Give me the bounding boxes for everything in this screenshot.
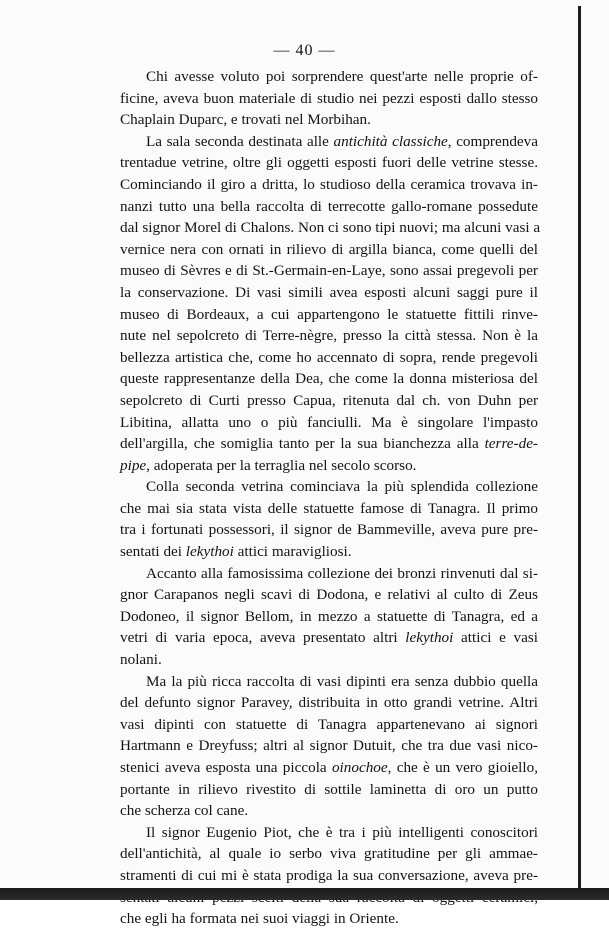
text-run: La sala seconda destinata alle <box>146 132 334 150</box>
text-line <box>120 476 538 498</box>
text-line <box>120 66 538 88</box>
page-edge-rule <box>578 6 581 888</box>
text-line <box>120 217 541 239</box>
text-line <box>120 304 538 326</box>
italic-term: lekythoi <box>405 629 454 647</box>
italic-term: antichità classiche <box>333 132 448 150</box>
text-line <box>120 714 538 736</box>
text-run: Libitina, allatta uno o più fanciulli. Ma è singolare l'impasto <box>120 413 538 431</box>
text-line <box>120 131 538 153</box>
text-run: nanzi tutto una bella raccolta di terrecotte gallo-romane possedute <box>120 197 538 215</box>
text-run: che egli ha formata nei suoi viaggi in Oriente. <box>120 910 399 928</box>
text-line <box>120 671 538 693</box>
text-line <box>120 109 538 131</box>
italic-term: pipe <box>120 456 147 474</box>
text-line <box>120 908 538 930</box>
text-run: gnor Carapanos negli scavi di Dodona, e relativi al culto di Zeus <box>120 586 538 604</box>
paragraph <box>120 563 538 671</box>
text-line <box>120 541 538 563</box>
text-run: sentati dei <box>120 543 186 561</box>
text-run: Chaplain Duparc, e trovati nel Morbihan. <box>120 111 371 129</box>
text-run: Colla seconda vetrina cominciava la più splendida collezione <box>146 478 538 496</box>
text-line <box>120 822 538 844</box>
text-run: dal signor Morel di Chalons. Non ci sono tipi nuovi; ma alcuni vasi a <box>120 219 541 237</box>
text-run: del defunto signor Paravey, distribuita in otto grandi vetrine. Altri <box>120 694 538 712</box>
text-line <box>120 800 538 822</box>
text-run: nolani. <box>120 651 162 669</box>
text-run: dell'argilla, che somiglia tanto per la sua bianchezza alla <box>120 435 485 453</box>
text-line <box>120 584 538 606</box>
scan-bottom-border <box>0 888 609 900</box>
text-run: bellezza artistica che, come ho accennato di sopra, rende pregevoli <box>120 348 538 366</box>
text-run: Il signor Eugenio Piot, che è tra i più intelligenti conoscitori <box>146 823 538 841</box>
text-run: attici maravigliosi. <box>233 543 352 561</box>
page-number: — 40 — <box>273 42 336 59</box>
text-run: attici e vasi <box>453 629 538 647</box>
text-run: la conservazione. Di vasi simili avea esposti alcuni saggi pure il <box>120 283 538 301</box>
text-line <box>120 152 538 174</box>
text-run: Ma la più ricca raccolta di vasi dipinti era senza dubbio quella <box>146 672 538 690</box>
text-line <box>120 433 538 455</box>
text-run: nute nel sepolcreto di Terre-nègre, presso la città stessa. Non è la <box>120 327 538 345</box>
text-run: tra i fortunati possessori, il signor de Bammeville, aveva pure pre- <box>120 521 538 539</box>
text-run: , comprendeva <box>447 132 538 150</box>
paragraph <box>120 131 541 477</box>
body-text <box>120 66 541 930</box>
text-run: museo di Sèvres e di St.-Germain-en-Laye, sono assai pregevoli per <box>120 262 538 280</box>
text-line <box>120 282 538 304</box>
text-run: vasi dipinti con statuette di Tanagra appartenevano ai signori <box>120 715 538 733</box>
text-run: vernice nera con ornati in rilievo di argilla bianca, come quelli del <box>120 240 538 258</box>
text-line <box>120 260 538 282</box>
text-line <box>120 368 538 390</box>
text-line <box>120 606 538 628</box>
text-run: che mai sia stata vista delle statuette famose di Tanagra. Il primo <box>120 499 538 517</box>
text-run: Chi avesse voluto poi sorprendere quest'arte nelle proprie of- <box>146 68 538 85</box>
text-line <box>120 412 538 434</box>
italic-term: lekythoi <box>185 543 234 561</box>
text-run: dell'antichità, al quale io serbo viva gratitudine per gli ammae- <box>120 845 538 863</box>
text-line <box>120 498 538 520</box>
text-run: vetri di varia epoca, aveva presentato altri <box>120 629 406 647</box>
text-run: queste rappresentanze della Dea, che come la donna misteriosa del <box>120 370 538 388</box>
text-line <box>120 196 538 218</box>
text-line <box>120 390 538 412</box>
text-line <box>120 779 538 801</box>
text-line <box>120 563 538 585</box>
paragraph <box>120 671 538 822</box>
text-run: sepolcreto di Curti presso Capua, ritenuta dal ch. von Duhn per <box>120 391 538 409</box>
text-line <box>120 174 538 196</box>
text-line <box>120 865 538 887</box>
text-line <box>120 88 538 110</box>
text-run: trentadue vetrine, oltre gli oggetti esposti fuori delle vetrine stesse. <box>120 154 538 172</box>
text-line <box>120 455 538 477</box>
text-run: , che è un vero gioiello, <box>387 759 539 776</box>
italic-term: oinochoe <box>331 759 388 776</box>
italic-term: terre-de- <box>484 435 538 453</box>
text-run: Cominciando il giro a dritta, lo studioso della ceramica trovava in- <box>120 175 538 193</box>
text-run: ficine, aveva buon materiale di studio nei pezzi esposti dallo stesso <box>120 89 538 107</box>
text-line <box>120 519 538 541</box>
text-line <box>120 692 538 714</box>
paragraph <box>120 822 538 930</box>
text-run: Dodoneo, il signor Bellom, in mezzo a statuette di Tanagra, ed a <box>120 607 538 625</box>
text-run: Accanto alla famosissima collezione dei bronzi rinvenuti dal si- <box>146 564 538 582</box>
text-line <box>120 735 538 757</box>
text-line <box>120 347 538 369</box>
text-line <box>120 757 538 779</box>
text-line <box>120 325 538 347</box>
paragraph <box>120 66 538 131</box>
text-line <box>120 239 538 261</box>
text-run: stramenti di cui mi è stata prodiga la sua conversazione, aveva pre- <box>120 866 538 884</box>
text-line <box>120 843 538 865</box>
text-run: museo di Bordeaux, a cui appartengono le statuette fittili rinve- <box>120 305 538 323</box>
text-line <box>120 649 538 671</box>
text-line <box>120 627 538 649</box>
text-run: , adoperata per la terraglia nel secolo scorso. <box>146 456 417 474</box>
text-run: Hartmann e Dreyfuss; altri al signor Dutuit, che tra due vasi nico- <box>120 737 538 755</box>
text-run: portante in rilievo rivestito di sottile laminetta di oro un putto <box>120 780 538 798</box>
text-run: che scherza col cane. <box>120 802 249 820</box>
paragraph <box>120 476 538 562</box>
text-run: stenici aveva esposta una piccola <box>120 759 332 776</box>
